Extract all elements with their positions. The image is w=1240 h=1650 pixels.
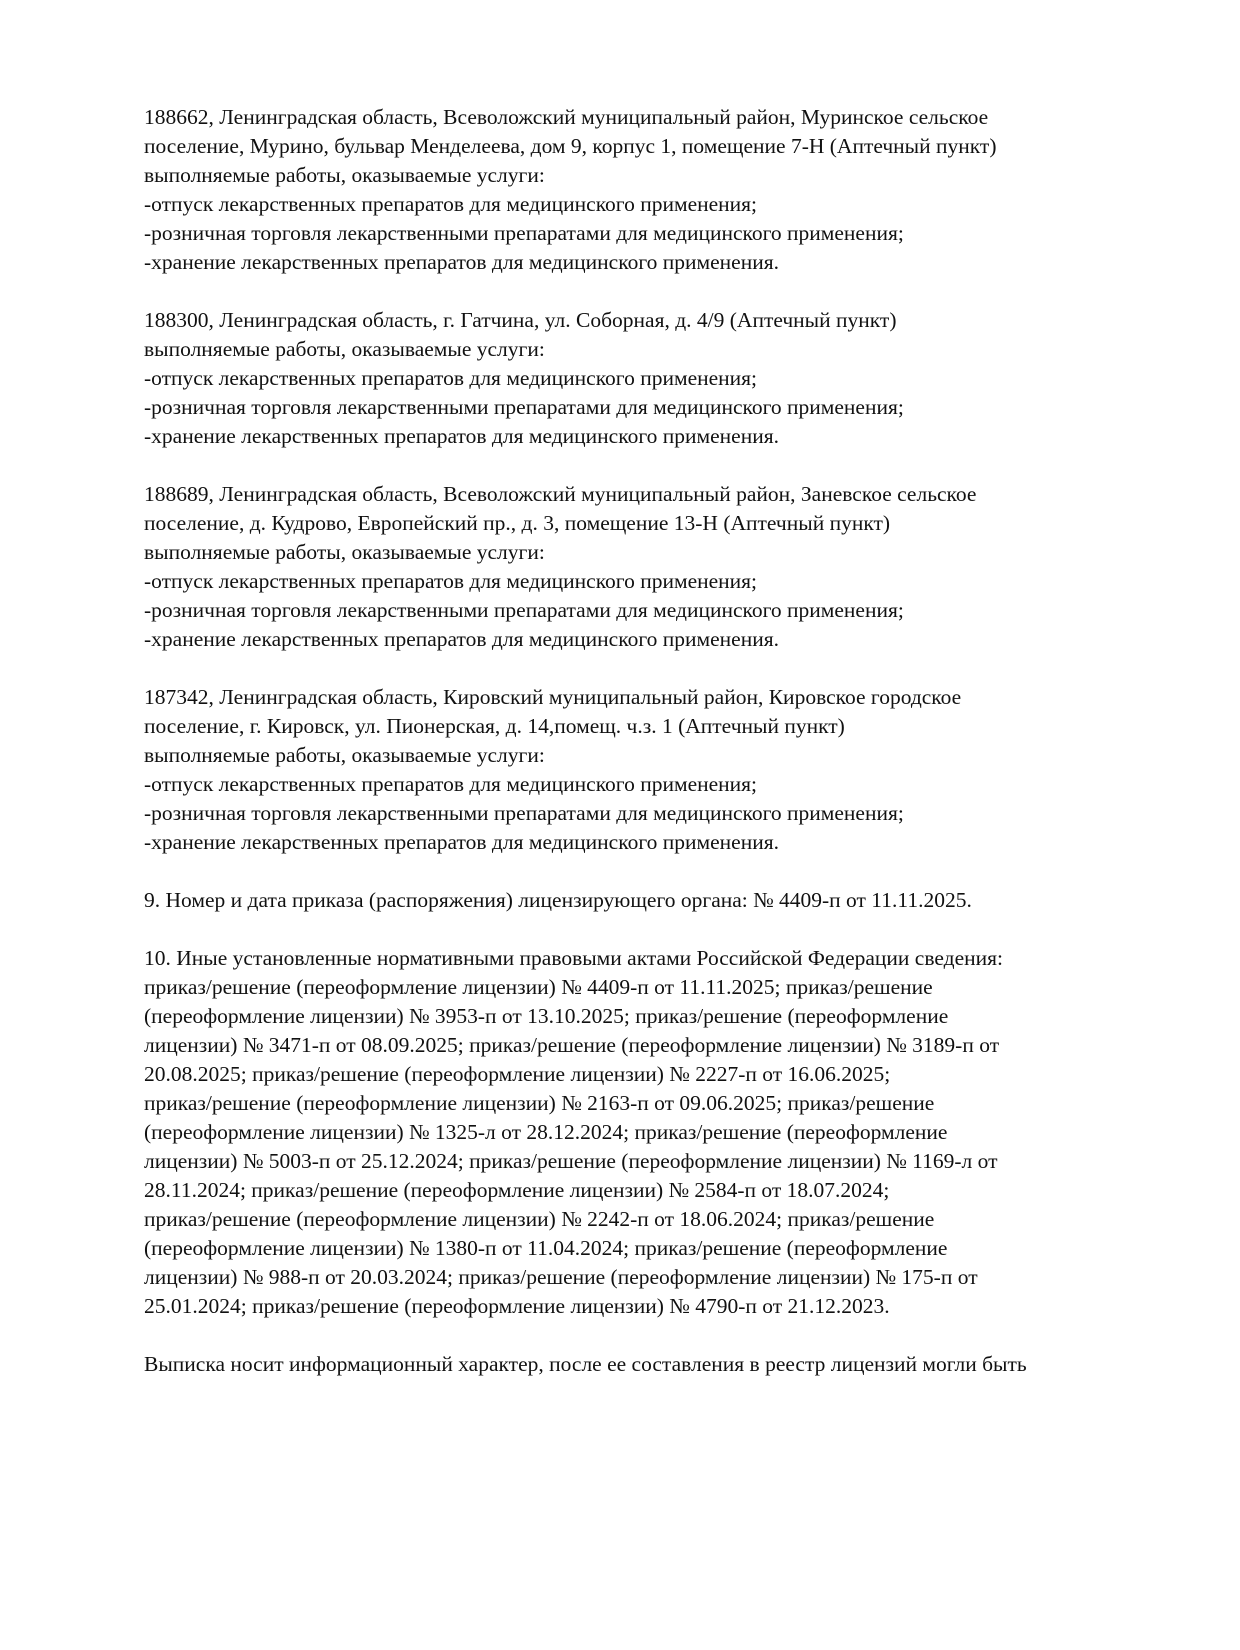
service-item: -хранение лекарственных препаратов для медицинского применения.: [144, 627, 779, 651]
order-history-line: приказ/решение (переоформление лицензии) № 2163-п от 09.06.2025; приказ/решение: [144, 1091, 935, 1115]
footer-disclaimer: [144, 1350, 1154, 1379]
order-history-line: (переоформление лицензии) № 1380-п от 11.04.2024; приказ/решение (переоформление: [144, 1236, 948, 1260]
service-item: -хранение лекарственных препаратов для медицинского применения.: [144, 830, 779, 854]
service-item: -отпуск лекарственных препаратов для медицинского применения;: [144, 366, 758, 390]
order-history-line: лицензии) № 5003-п от 25.12.2024; приказ/решение (переоформление лицензии) № 1169-л от: [144, 1149, 998, 1173]
order-history-line: лицензии) № 988-п от 20.03.2024; приказ/решение (переоформление лицензии) № 175-п от: [144, 1265, 978, 1289]
service-item: -розничная торговля лекарственными препаратами для медицинского применения;: [144, 598, 904, 622]
order-history-line: 25.01.2024; приказ/решение (переоформление лицензии) № 4790-п от 21.12.2023.: [144, 1294, 890, 1318]
document-page: [144, 103, 1154, 1408]
pharmacy-point-kudrovo: [144, 480, 1154, 654]
order-history-line: лицензии) № 3471-п от 08.09.2025; приказ/решение (переоформление лицензии) № 3189-п от: [144, 1033, 1000, 1057]
service-item: -хранение лекарственных препаратов для медицинского применения.: [144, 424, 779, 448]
services-heading: выполняемые работы, оказываемые услуги:: [144, 337, 545, 361]
address-line: 187342, Ленинградская область, Кировский муниципальный район, Кировское городское: [144, 685, 962, 709]
address-line: 188300, Ленинградская область, г. Гатчина, ул. Соборная, д. 4/9 (Аптечный пункт): [144, 308, 897, 332]
service-item: -розничная торговля лекарственными препаратами для медицинского применения;: [144, 801, 904, 825]
section-10-heading: 10. Иные установленные нормативными правовыми актами Российской Федерации сведения:: [144, 946, 1003, 970]
order-history-line: приказ/решение (переоформление лицензии) № 2242-п от 18.06.2024; приказ/решение: [144, 1207, 935, 1231]
service-item: -отпуск лекарственных препаратов для медицинского применения;: [144, 569, 758, 593]
address-line: 188689, Ленинградская область, Всеволожский муниципальный район, Заневское сельское: [144, 482, 977, 506]
order-history-line: (переоформление лицензии) № 1325-л от 28.12.2024; приказ/решение (переоформление: [144, 1120, 948, 1144]
address-line: поселение, д. Кудрово, Европейский пр., д. 3, помещение 13-Н (Аптечный пункт): [144, 511, 891, 535]
footer-disclaimer-text: Выписка носит информационный характер, после ее составления в реестр лицензий могли быть: [144, 1352, 1027, 1376]
service-item: -розничная торговля лекарственными препаратами для медицинского применения;: [144, 221, 904, 245]
service-item: -хранение лекарственных препаратов для медицинского применения.: [144, 250, 779, 274]
services-heading: выполняемые работы, оказываемые услуги:: [144, 163, 545, 187]
service-item: -отпуск лекарственных препаратов для медицинского применения;: [144, 772, 758, 796]
address-line: 188662, Ленинградская область, Всеволожский муниципальный район, Муринское сельское: [144, 105, 989, 129]
address-line: поселение, г. Кировск, ул. Пионерская, д. 14,помещ. ч.з. 1 (Аптечный пункт): [144, 714, 845, 738]
service-item: -розничная торговля лекарственными препаратами для медицинского применения;: [144, 395, 904, 419]
order-history-line: 20.08.2025; приказ/решение (переоформление лицензии) № 2227-п от 16.06.2025;: [144, 1062, 891, 1086]
order-history-line: 28.11.2024; приказ/решение (переоформление лицензии) № 2584-п от 18.07.2024;: [144, 1178, 890, 1202]
address-line: поселение, Мурино, бульвар Менделеева, дом 9, корпус 1, помещение 7-Н (Аптечный пункт): [144, 134, 997, 158]
services-heading: выполняемые работы, оказываемые услуги:: [144, 540, 545, 564]
pharmacy-point-murino: [144, 103, 1154, 277]
pharmacy-point-gatchina: [144, 306, 1154, 451]
section-9-order-number: [144, 886, 1154, 915]
section-10-other-info: [144, 944, 1154, 1321]
order-history-line: приказ/решение (переоформление лицензии) № 4409-п от 11.11.2025; приказ/решение: [144, 975, 933, 999]
section-9-text: 9. Номер и дата приказа (распоряжения) лицензирующего органа: № 4409-п от 11.11.2025.: [144, 888, 972, 912]
order-history-line: (переоформление лицензии) № 3953-п от 13.10.2025; приказ/решение (переоформление: [144, 1004, 949, 1028]
service-item: -отпуск лекарственных препаратов для медицинского применения;: [144, 192, 758, 216]
services-heading: выполняемые работы, оказываемые услуги:: [144, 743, 545, 767]
pharmacy-point-kirovsk: [144, 683, 1154, 857]
